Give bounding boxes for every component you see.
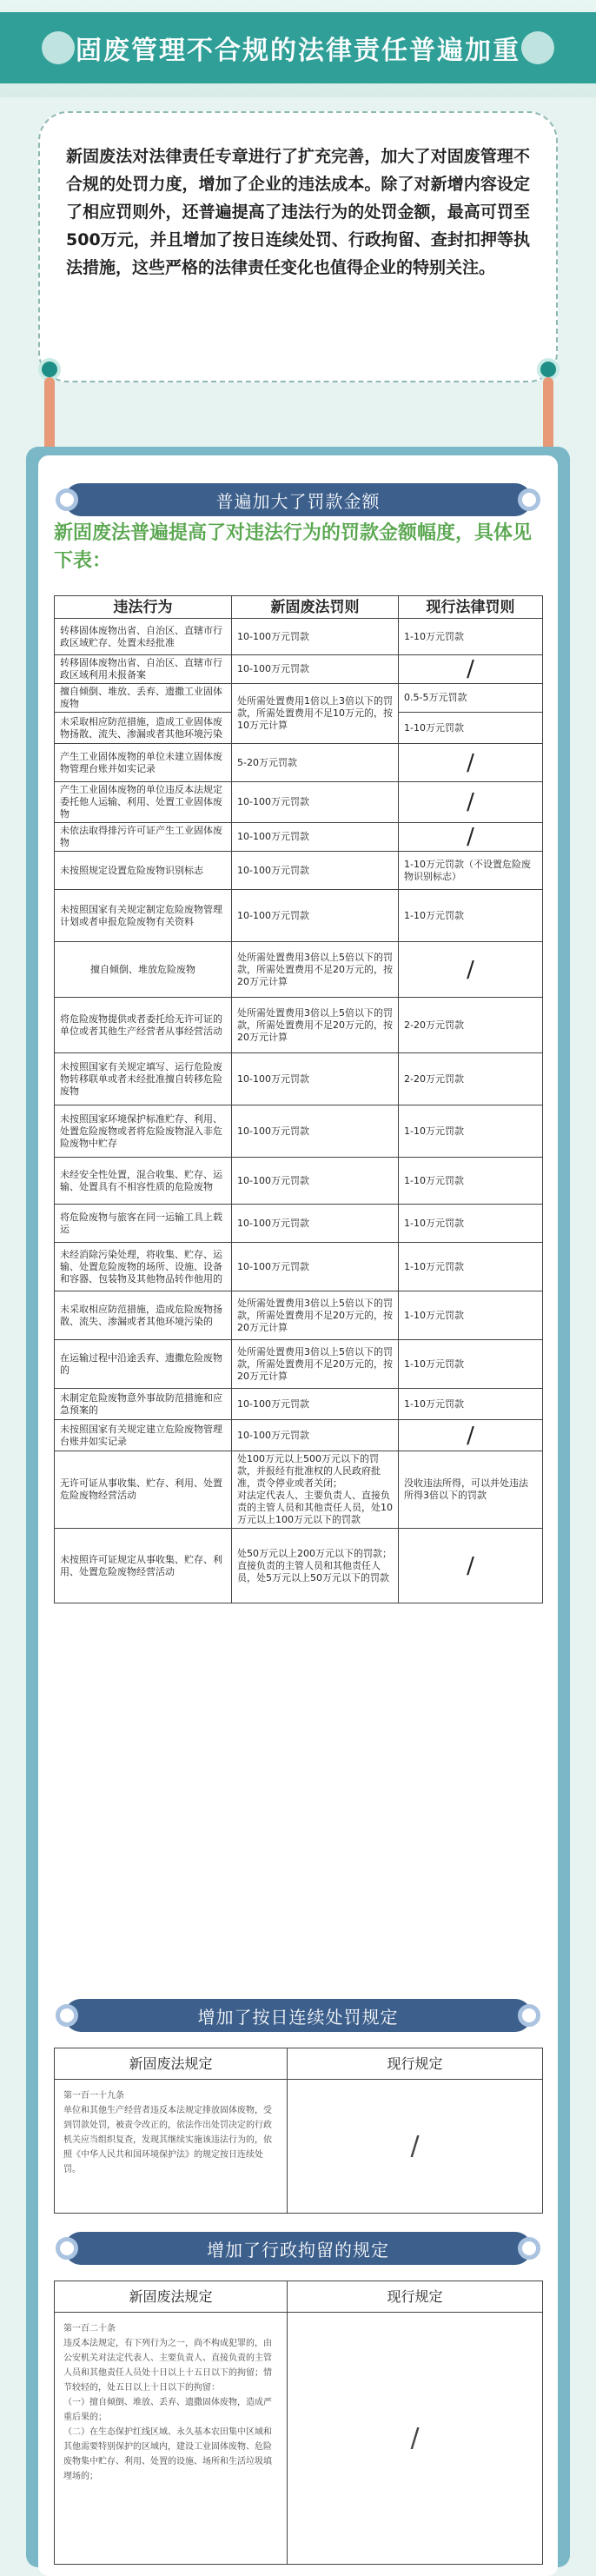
new-rule-cell: 10-100万元罚款: [232, 1053, 399, 1105]
table-row: [55, 1105, 543, 1158]
detention-text: 第一百二十条 违反本法规定，有下列行为之一，尚不构成犯罪的，由公安机关对法定代表人、主要负责人、直接负责的主管人员和其他责任人员处十日以上十五日以下的拘留；情节较轻的，处五日以上十日以下的拘留： （一）擅自倾倒、堆放、丢弃、遗撒固体废物，造成严重后果的； （二）在生态保护红线区域、永久基本农田集中区域和其他需要特别保护的区域内，建设工业固体废物、危险废物集中贮存、利用、处置的设施、场所和生活垃圾填埋场的；: [55, 2313, 288, 2565]
new-rule-cell: 处所需处置费用1倍以上3倍以下的罚款，所需处置费用不足10万元的，按10万元计算: [232, 684, 399, 744]
current-rule-cell: /: [399, 744, 543, 782]
violation-cell: 未经安全性处置，混合收集、贮存、运输、处置具有不相容性质的危险废物: [55, 1158, 232, 1205]
table-row: [55, 1389, 543, 1420]
daily-penalty-text: 第一百一十九条 单位和其他生产经营者违反本法规定排放固体废物，受到罚款处罚，被责令改正的，依法作出处罚决定的行政机关应当组织复查，发现其继续实施该违法行为的，依照《中华人民共和国环境保护法》的规定按日连续处罚。: [55, 2080, 288, 2214]
violation-cell: 擅自倾倒、堆放危险废物: [55, 942, 232, 998]
new-rule-cell: 10-100万元罚款: [232, 1158, 399, 1205]
table-row: [55, 852, 543, 890]
new-rule-cell: 处50万元以上200万元以下的罚款； 直接负责的主管人员和其他责任人员，处5万元以上50万元以下的罚款: [232, 1529, 399, 1603]
current-rule-cell: 1-10万元罚款: [399, 713, 543, 744]
col-header-violation: 违法行为: [55, 596, 232, 619]
new-rule-cell: 10-100万元罚款: [232, 1205, 399, 1243]
col-header-current-rule: 现行法律罚则: [399, 596, 543, 619]
section1-title: 普遍加大了罚款金额: [64, 483, 532, 516]
pill-dot-icon: [518, 2237, 540, 2260]
table-row: [55, 823, 543, 852]
table-row: [55, 1420, 543, 1451]
new-rule-cell: 10-100万元罚款: [232, 782, 399, 823]
table-row: [55, 744, 543, 782]
violation-cell: 未采取相应防范措施，造成危险废物扬散、流失、渗漏或者其他环境污染的: [55, 1291, 232, 1340]
violation-cell: 无许可证从事收集、贮存、利用、处置危险废物经营活动: [55, 1451, 232, 1529]
violation-cell: 未按照国家环境保护标准贮存、利用、处置危险废物或者将危险废物混入非危险废物中贮存: [55, 1105, 232, 1158]
current-rule-cell: 1-10万元罚款: [399, 1291, 543, 1340]
current-rule-cell: /: [399, 782, 543, 823]
current-rule-cell: 1-10万元罚款（不设置危险废物识别标志）: [399, 852, 543, 890]
violation-cell: 未按照国家有关规定建立危险废物管理台账并如实记录: [55, 1420, 232, 1451]
violation-cell: 未按照国家有关规定填写、运行危险废物转移联单或者未经批准擅自转移危险废物: [55, 1053, 232, 1105]
fine-table: [54, 595, 543, 1603]
detention-table: [54, 2281, 543, 2565]
daily-penalty-current: /: [288, 2080, 543, 2214]
current-rule-cell: 1-10万元罚款: [399, 1105, 543, 1158]
violation-cell: 未按照国家有关规定制定危险废物管理计划或者申报危险废物有关资料: [55, 890, 232, 942]
new-rule-cell: 10-100万元罚款: [232, 1389, 399, 1420]
table-row: [55, 1451, 543, 1529]
violation-cell: 转移固体废物出省、自治区、直辖市行政区域利用未报备案: [55, 655, 232, 684]
pill-dot-icon: [56, 2004, 78, 2027]
section1-lead: 新固废法普遍提高了对违法行为的罚款金额幅度，具体见下表：: [54, 522, 533, 572]
current-rule-cell: 没收违法所得，可以并处违法所得3倍以下的罚款: [399, 1451, 543, 1529]
table-row: [55, 1340, 543, 1389]
section2-title: 增加了按日连续处罚规定: [64, 1999, 532, 2032]
col-header-new-law: 新固废法规定: [55, 2281, 288, 2313]
table-row: [55, 1205, 543, 1243]
table-row: [55, 1243, 543, 1291]
col-header-current: 现行规定: [288, 2048, 543, 2080]
table-row: [55, 1291, 543, 1340]
current-rule-cell: 1-10万元罚款: [399, 890, 543, 942]
intro-text: 新固废法对法律责任专章进行了扩充完善，加大了对固废管理不合规的处罚力度，增加了企业的违法成本。除了对新增内容设定了相应罚则外，还普遍提高了违法行为的处罚金额，最高可罚至500万元，并且增加了按日连续处罚、行政拘留、查封扣押等执法措施，这些严格的法律责任变化也值得企业的特别关注。: [66, 147, 530, 277]
table-row: [55, 684, 543, 713]
page-title: 固废管理不合规的法律责任普遍加重: [76, 36, 520, 66]
new-rule-cell: 处所需处置费用3倍以上5倍以下的罚款，所需处置费用不足20万元的，按20万元计算: [232, 1340, 399, 1389]
new-rule-cell: 处所需处置费用3倍以上5倍以下的罚款，所需处置费用不足20万元的，按20万元计算: [232, 1291, 399, 1340]
pill-dot-icon: [518, 2004, 540, 2027]
new-rule-cell: 10-100万元罚款: [232, 823, 399, 852]
pill-dot-icon: [56, 488, 78, 511]
title-dot-right-icon: [521, 31, 554, 64]
daily-penalty-table: [54, 2048, 543, 2214]
current-rule-cell: 1-10万元罚款: [399, 1243, 543, 1291]
new-rule-cell: 5-20万元罚款: [232, 744, 399, 782]
table-row: [55, 655, 543, 684]
new-rule-cell: 10-100万元罚款: [232, 1105, 399, 1158]
violation-cell: 未制定危险废物意外事故防范措施和应急预案的: [55, 1389, 232, 1420]
intro-card: [38, 111, 558, 382]
new-rule-cell: 10-100万元罚款: [232, 619, 399, 655]
current-rule-cell: /: [399, 655, 543, 684]
violation-cell: 将危险废物与旅客在同一运输工具上载运: [55, 1205, 232, 1243]
violation-cell: 未经消除污染处理，将收集、贮存、运输、处置危险废物的场所、设施、设备和容器、包装物及其他物品转作他用的: [55, 1243, 232, 1291]
title-dot-left-icon: [42, 31, 75, 64]
violation-cell: 未依法取得排污许可证产生工业固体废物: [55, 823, 232, 852]
current-rule-cell: 2-20万元罚款: [399, 998, 543, 1053]
new-rule-cell: 处所需处置费用3倍以上5倍以下的罚款，所需处置费用不足20万元的，按20万元计算: [232, 942, 399, 998]
col-header-current: 现行规定: [288, 2281, 543, 2313]
table-row: [55, 890, 543, 942]
new-rule-cell: 处所需处置费用3倍以上5倍以下的罚款，所需处置费用不足20万元的，按20万元计算: [232, 998, 399, 1053]
table-row: [55, 998, 543, 1053]
current-rule-cell: 0.5-5万元罚款: [399, 684, 543, 713]
detention-current: /: [288, 2313, 543, 2565]
violation-cell: 转移固体废物出省、自治区、直辖市行政区域贮存、处置未经批准: [55, 619, 232, 655]
table-row: [55, 1053, 543, 1105]
table-row: [55, 1529, 543, 1603]
current-rule-cell: /: [399, 823, 543, 852]
violation-cell: 将危险废物提供或者委托给无许可证的单位或者其他生产经营者从事经营活动: [55, 998, 232, 1053]
col-header-new-rule: 新固废法罚则: [232, 596, 399, 619]
current-rule-cell: 1-10万元罚款: [399, 1389, 543, 1420]
violation-cell: 在运输过程中沿途丢弃、遗撒危险废物的: [55, 1340, 232, 1389]
col-header-new-law: 新固废法规定: [55, 2048, 288, 2080]
new-rule-cell: 处100万元以上500万元以下的罚款，并报经有批准权的人民政府批准，责令停业或者关闭； 对法定代表人、主要负责人、直接负责的主管人员和其他责任人员，处10万元以上100万元以下的罚款: [232, 1451, 399, 1529]
current-rule-cell: 1-10万元罚款: [399, 1340, 543, 1389]
current-rule-cell: 2-20万元罚款: [399, 1053, 543, 1105]
section3-title: 增加了行政拘留的规定: [64, 2232, 532, 2265]
current-rule-cell: /: [399, 1420, 543, 1451]
current-rule-cell: 1-10万元罚款: [399, 1158, 543, 1205]
violation-cell: 未按照许可证规定从事收集、贮存、利用、处置危险废物经营活动: [55, 1529, 232, 1603]
violation-cell: 未采取相应防范措施，造成工业固体废物扬散、流失、渗漏或者其他环境污染: [55, 713, 232, 744]
table-row: [55, 942, 543, 998]
table-row: [55, 1158, 543, 1205]
current-rule-cell: 1-10万元罚款: [399, 1205, 543, 1243]
current-rule-cell: /: [399, 942, 543, 998]
violation-cell: 产生工业固体废物的单位违反本法规定委托他人运输、利用、处置工业固体废物: [55, 782, 232, 823]
violation-cell: 擅自倾倒、堆放、丢弃、遗撒工业固体废物: [55, 684, 232, 713]
violation-cell: 未按照规定设置危险废物识别标志: [55, 852, 232, 890]
new-rule-cell: 10-100万元罚款: [232, 1243, 399, 1291]
title-bar: [0, 12, 596, 83]
new-rule-cell: 10-100万元罚款: [232, 1420, 399, 1451]
current-rule-cell: 1-10万元罚款: [399, 619, 543, 655]
current-rule-cell: /: [399, 1529, 543, 1603]
table-row: [55, 619, 543, 655]
violation-cell: 产生工业固体废物的单位未建立固体废物管理台账并如实记录: [55, 744, 232, 782]
new-rule-cell: 10-100万元罚款: [232, 890, 399, 942]
table-row: [55, 782, 543, 823]
pill-dot-icon: [56, 2237, 78, 2260]
new-rule-cell: 10-100万元罚款: [232, 655, 399, 684]
pill-dot-icon: [518, 488, 540, 511]
new-rule-cell: 10-100万元罚款: [232, 852, 399, 890]
